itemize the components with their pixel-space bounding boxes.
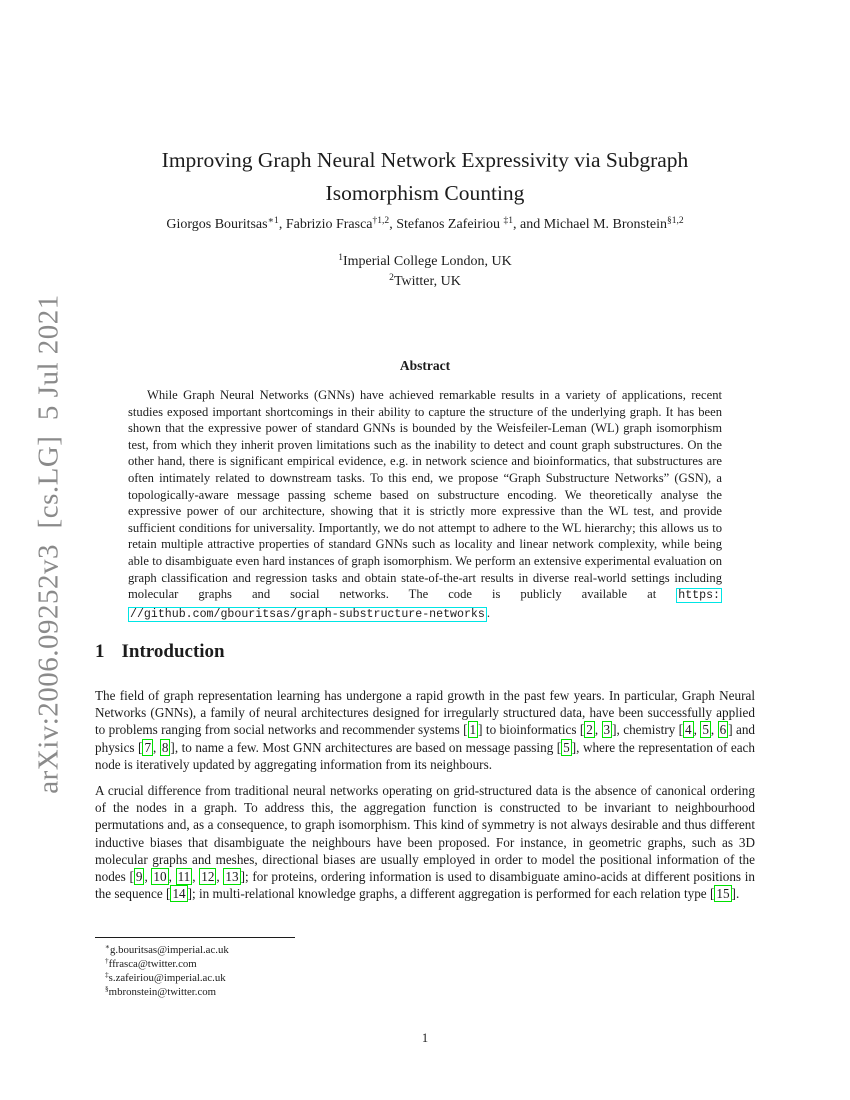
citation-link[interactable]: 7 [144,739,152,755]
affiliations [95,252,755,292]
citation-link[interactable]: 1 [469,722,477,738]
footnotes [95,937,755,999]
citation-link[interactable]: 5 [702,722,709,738]
footnote-email-1: ∗g.bouritsas@imperial.ac.uk [105,942,229,956]
code-url-link[interactable]: //github.com/gbouritsas/graph-substructure-networks [130,607,485,621]
superscript-marker: §1,2 [666,216,684,227]
section-introduction [95,641,755,902]
footnote-email-4: §mbronstein@twitter.com [105,984,217,998]
citation-link[interactable]: 2 [586,722,593,738]
superscript-marker: ‡ [105,970,109,980]
superscript-marker: ‡1 [503,216,513,227]
citation-link[interactable]: 12 [201,869,215,885]
intro-paragraph-2: A crucial difference from traditional neural networks operating on grid-structured data is the absence of canonical ordering of the nodes in a graph. To address this, the aggregation function is constructed to be invariant to neighbourhood permutations and, as a consequence, to graph isomorphism. This kind of symmetry is not always desirable and thus different inductive biases that disambiguate the neighbours have been proposed. For instance, in geometric graphs, such as 3D molecular graphs and meshes, directional biases are usually employed in order to model the positional information of the nodes [ 9 , 10 , 11 , 12 , 13 ]; for proteins, ordering information is used to disambiguate amino-acids at different positions in the sequence [ 14 ]; in multi-relational knowledge graphs, a different aggregation is performed for each relation type [ 15 ]. [95,783,755,902]
citation-link[interactable]: 9 [135,869,143,885]
code-url-link[interactable]: https: [678,589,720,603]
superscript-marker: 1 [338,253,343,264]
paper-title-line-2: Isomorphism Counting [325,181,525,205]
footnote-email-2: †ffrasca@twitter.com [105,956,197,970]
superscript-marker: 2 [389,273,394,284]
abstract-body: While Graph Neural Networks (GNNs) have achieved remarkable results in a variety of applications, recent studies exposed important shortcomings in their ability to capture the structure of the underlying graph. It has been shown that the expressive power of standard GNNs is bounded by the Weisfeiler-Leman (WL) graph isomorphism test, from which they inherit proven limitations such as the inability to detect and count graph substructures. On the other hand, there is significant empirical evidence, e.g. in network science and bioinformatics, that substructures are often intimately related to downstream tasks. To this end, we propose “Graph Substructure Networks” (GSN), a topologically-aware message passing scheme based on substructure encoding. We theoretically analyse the expressive power of our architecture, showing that it is strictly more expressive than the WL test, and provide sufficient conditions for universality. Importantly, we do not attempt to adhere to the WL hierarchy; this allows us to retain multiple attractive properties of standard GNNs such as locality and linear network complexity, while being able to disambiguate even hard instances of graph isomorphism. We perform an extensive experimental evaluation on graph classification and regression tasks and obtain state-of-the-art results in diverse real-world settings including molecular graphs and social networks. The code is publicly available at https://github.com/gbouritsas/graph-substructure-networks . [128,388,722,621]
citation-link[interactable]: 4 [685,722,692,738]
paper-title [95,144,755,210]
citation-link[interactable]: 8 [161,739,169,755]
affiliation-1: $^1$Imperial College London, UK [338,253,512,269]
section-title: Introduction [121,641,225,662]
citation-link[interactable]: 10 [153,869,167,885]
superscript-marker: § [105,984,109,994]
footnote-rule [95,937,295,938]
author-line: Giorgos Bouritsas$^{∗1}$, Fabrizio Frasca$^{\dagger 1,2}$, Stefanos Zafeiriou $^{\ddagger 1}$, and Michael M. Bronstein$^{\S 1,2}$ [166,216,684,232]
section-heading [95,641,755,663]
citation-link[interactable]: 14 [172,886,186,902]
footnote-email-3: ‡s.zafeiriou@imperial.ac.uk [105,970,226,984]
citation-link[interactable]: 3 [603,722,611,738]
citation-link[interactable]: 6 [719,722,727,738]
paper-title-line-1: Improving Graph Neural Network Expressivity via Subgraph [161,148,689,172]
citation-link[interactable]: 5 [563,739,570,755]
superscript-marker: †1,2 [372,216,390,227]
affiliation-2: $^2$Twitter, UK [389,273,461,289]
citation-link[interactable]: 11 [177,869,191,885]
abstract-heading: Abstract [399,358,451,373]
intro-paragraph-1: The field of graph representation learning has undergone a rapid growth in the past few years. In particular, Graph Neural Networks (GNNs), a family of neural architectures designed for irregularly structured data, have been successfully applied to problems ranging from social networks and recommender systems [ 1 ] to bioinformatics [ 2 , 3 ], chemistry [ 4 , 5 , 6 ] and physics [ 7 , 8 ], to name a few. Most GNN architectures are based on message passing [ 5 ], where the representation of each node is iteratively updated by aggregating information from its neighbours. [95,688,756,772]
page-number: 1 [421,1031,429,1045]
abstract [128,358,722,623]
arxiv-stamp: arXiv:2006.09252v3 [cs.LG] 5 Jul 2021 [32,294,65,794]
superscript-marker: ∗ [105,942,110,952]
citation-link[interactable]: 13 [225,869,239,885]
superscript-marker: ∗1 [267,216,279,227]
superscript-marker: † [105,956,109,966]
section-number: 1 [95,641,105,662]
citation-link[interactable]: 15 [716,886,730,902]
